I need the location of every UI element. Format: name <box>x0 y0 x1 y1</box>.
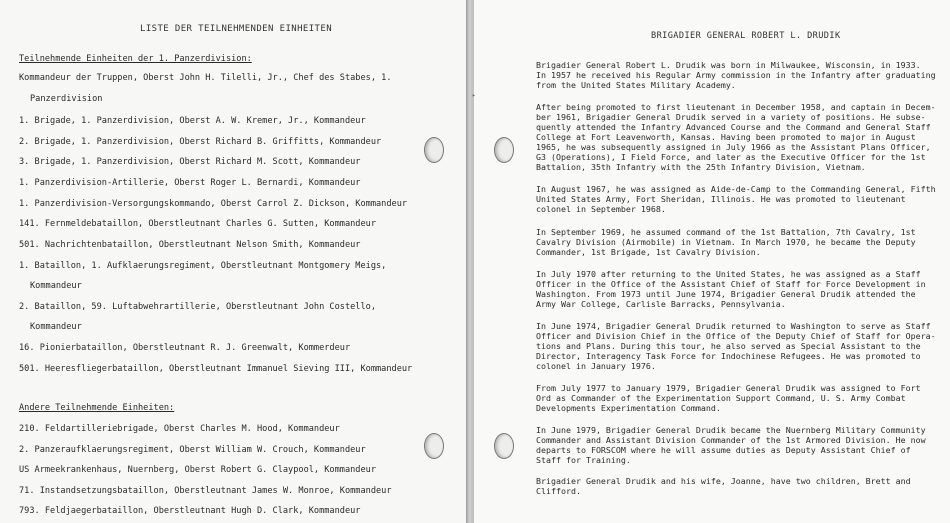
binder-hole <box>424 433 444 459</box>
unit-line: 2. Panzeraufklaerungsregiment, Oberst William W. Crouch, Kommandeur <box>19 445 366 455</box>
unit-line: Panzerdivision <box>30 94 103 104</box>
bio-line: ber 1961, Brigadier General Drudik served in a variety of positions. He subse- <box>536 112 926 122</box>
binder-hole <box>494 137 514 163</box>
bio-line: tions and Plans. During this tour, he also served as Special Assistant to the <box>536 341 921 351</box>
bio-line: In June 1979, Brigadier General Drudik became the Nuernberg Military Community <box>536 425 926 435</box>
section-heading-1st-armored: Teilnehmende Einheiten der 1. Panzerdivision: <box>19 54 252 64</box>
bio-line: Officer and Division Chief in the Office of the Deputy Chief of Staff for Opera- <box>536 331 936 341</box>
bio-line: 1965, he was subsequently assigned in July 1966 as the Assistant Plans Officer, <box>536 142 931 152</box>
bio-line: College at Fort Leavenworth, Kansas. Having been promoted to major in August <box>536 132 916 142</box>
bio-line: Brigadier General Drudik and his wife, Joanne, have two children, Brett and <box>536 476 911 486</box>
bio-line: Staff for Training. <box>536 455 631 465</box>
bio-line: United States Army, Fort Sheridan, Illinois. He was promoted to lieutenant <box>536 194 906 204</box>
bio-line: Battalion, 35th Infantry with the 25th Infantry Division, Vietnam. <box>536 162 866 172</box>
bio-line: After being promoted to first lieutenant in December 1958, and captain in Decem- <box>536 102 936 112</box>
unit-line: 2. Brigade, 1. Panzerdivision, Oberst Richard B. Griffitts, Kommandeur <box>19 137 382 147</box>
bio-line: Cavalry Division (Airmobile) in Vietnam. In March 1970, he became the Deputy <box>536 237 916 247</box>
bio-line: Officer in the Office of the Assistant Chief of Staff for Force Development in <box>536 279 926 289</box>
unit-line: Kommandeur <box>30 281 82 291</box>
bio-line: Commander, 1st Brigade, 1st Cavalry Division. <box>536 247 761 257</box>
bio-line: Brigadier General Robert L. Drudik was born in Milwaukee, Wisconsin, in 1933. <box>536 60 921 70</box>
section-heading-other-units: Andere Teilnehmende Einheiten: <box>19 403 175 413</box>
unit-line: 1. Panzerdivision-Artillerie, Oberst Roger L. Bernardi, Kommandeur <box>19 178 361 188</box>
left-page-title: LISTE DER TEILNEHMENDEN EINHEITEN <box>140 24 333 34</box>
unit-line: 3. Brigade, 1. Panzerdivision, Oberst Richard M. Scott, Kommandeur <box>19 157 361 167</box>
binder-hole <box>494 433 514 459</box>
bio-line: colonel in January 1976. <box>536 361 656 371</box>
unit-line: 501. Heeresfliegerbataillon, Oberstleutnant Immanuel Sieving III, Kommandeur <box>19 364 413 374</box>
bio-line: From July 1977 to January 1979, Brigadier General Drudik was assigned to Fort <box>536 383 921 393</box>
bio-line: Ord as Commander of the Experimentation Support Command, U. S. Army Combat <box>536 393 906 403</box>
unit-line: 141. Fernmeldebataillon, Oberstleutnant Charles G. Sutten, Kommandeur <box>19 219 376 229</box>
unit-line: Kommandeur der Truppen, Oberst John H. Tilelli, Jr., Chef des Stabes, 1. <box>19 73 392 83</box>
unit-line: 1. Panzerdivision-Versorgungskommando, Oberst Carrol Z. Dickson, Kommandeur <box>19 199 408 209</box>
bio-line: Clifford. <box>536 486 581 496</box>
bio-line: Commander and Assistant Division Commander of the 1st Armored Division. He now <box>536 435 926 445</box>
bio-line: colonel in September 1968. <box>536 204 666 214</box>
bio-line: In August 1967, he was assigned as Aide-de-Camp to the Commanding General, Fifth <box>536 184 936 194</box>
unit-line: 71. Instandsetzungsbataillon, Oberstleutnant James W. Monroe, Kommandeur <box>19 486 392 496</box>
unit-line: 1. Bataillon, 1. Aufklaerungsregiment, Oberstleutnant Montgomery Meigs, <box>19 261 387 271</box>
unit-line: 210. Feldartilleriebrigade, Oberst Charles M. Hood, Kommandeur <box>19 424 340 434</box>
unit-line: US Armeekrankenhaus, Nuernberg, Oberst Robert G. Claypool, Kommandeur <box>19 465 376 475</box>
unit-line: 1. Brigade, 1. Panzerdivision, Oberst A. W. Kremer, Jr., Kommandeur <box>19 116 366 126</box>
bio-line: departs to FORSCOM where he will assume duties as Deputy Assistant Chief of <box>536 445 911 455</box>
bio-line: from the United States Military Academy. <box>536 80 736 90</box>
bio-line: Director, Interagency Task Force for Indochinese Refugees. He was promoted to <box>536 351 921 361</box>
binder-hole <box>424 137 444 163</box>
right-page-title: BRIGADIER GENERAL ROBERT L. DRUDIK <box>651 31 841 41</box>
margin-mark: ▸ <box>472 92 476 99</box>
unit-line: 2. Bataillon, 59. Luftabwehrartillerie, Oberstleutnant John Costello, <box>19 302 376 312</box>
bio-line: G3 (Operations), I Field Force, and later as the Executive Officer for the 1st <box>536 152 926 162</box>
bio-line: In July 1970 after returning to the United States, he was assigned as a Staff <box>536 269 921 279</box>
page-gutter <box>466 0 474 523</box>
bio-line: Developments Experimentation Command. <box>536 403 721 413</box>
unit-line: 793. Feldjaegerbataillon, Oberstleutnant Hugh D. Clark, Kommandeur <box>19 506 361 516</box>
unit-line: 501. Nachrichtenbataillon, Oberstleutnant Nelson Smith, Kommandeur <box>19 240 361 250</box>
unit-line: Kommandeur <box>30 322 82 332</box>
bio-line: In June 1974, Brigadier General Drudik returned to Washington to serve as Staff <box>536 321 931 331</box>
bio-line: Army War College, Carlisle Barracks, Pennsylvania. <box>536 299 786 309</box>
bio-line: quently attended the Infantry Advanced Course and the Command and General Staff <box>536 122 931 132</box>
bio-line: In 1957 he received his Regular Army commission in the Infantry after graduating <box>536 70 936 80</box>
unit-line: 16. Pionierbataillon, Oberstleutnant R. J. Greenwalt, Kommerdeur <box>19 343 351 353</box>
bio-line: In September 1969, he assumed command of the 1st Battalion, 7th Cavalry, 1st <box>536 227 916 237</box>
bio-line: Washington. From 1973 until June 1974, Brigadier General Drudik attended the <box>536 289 916 299</box>
